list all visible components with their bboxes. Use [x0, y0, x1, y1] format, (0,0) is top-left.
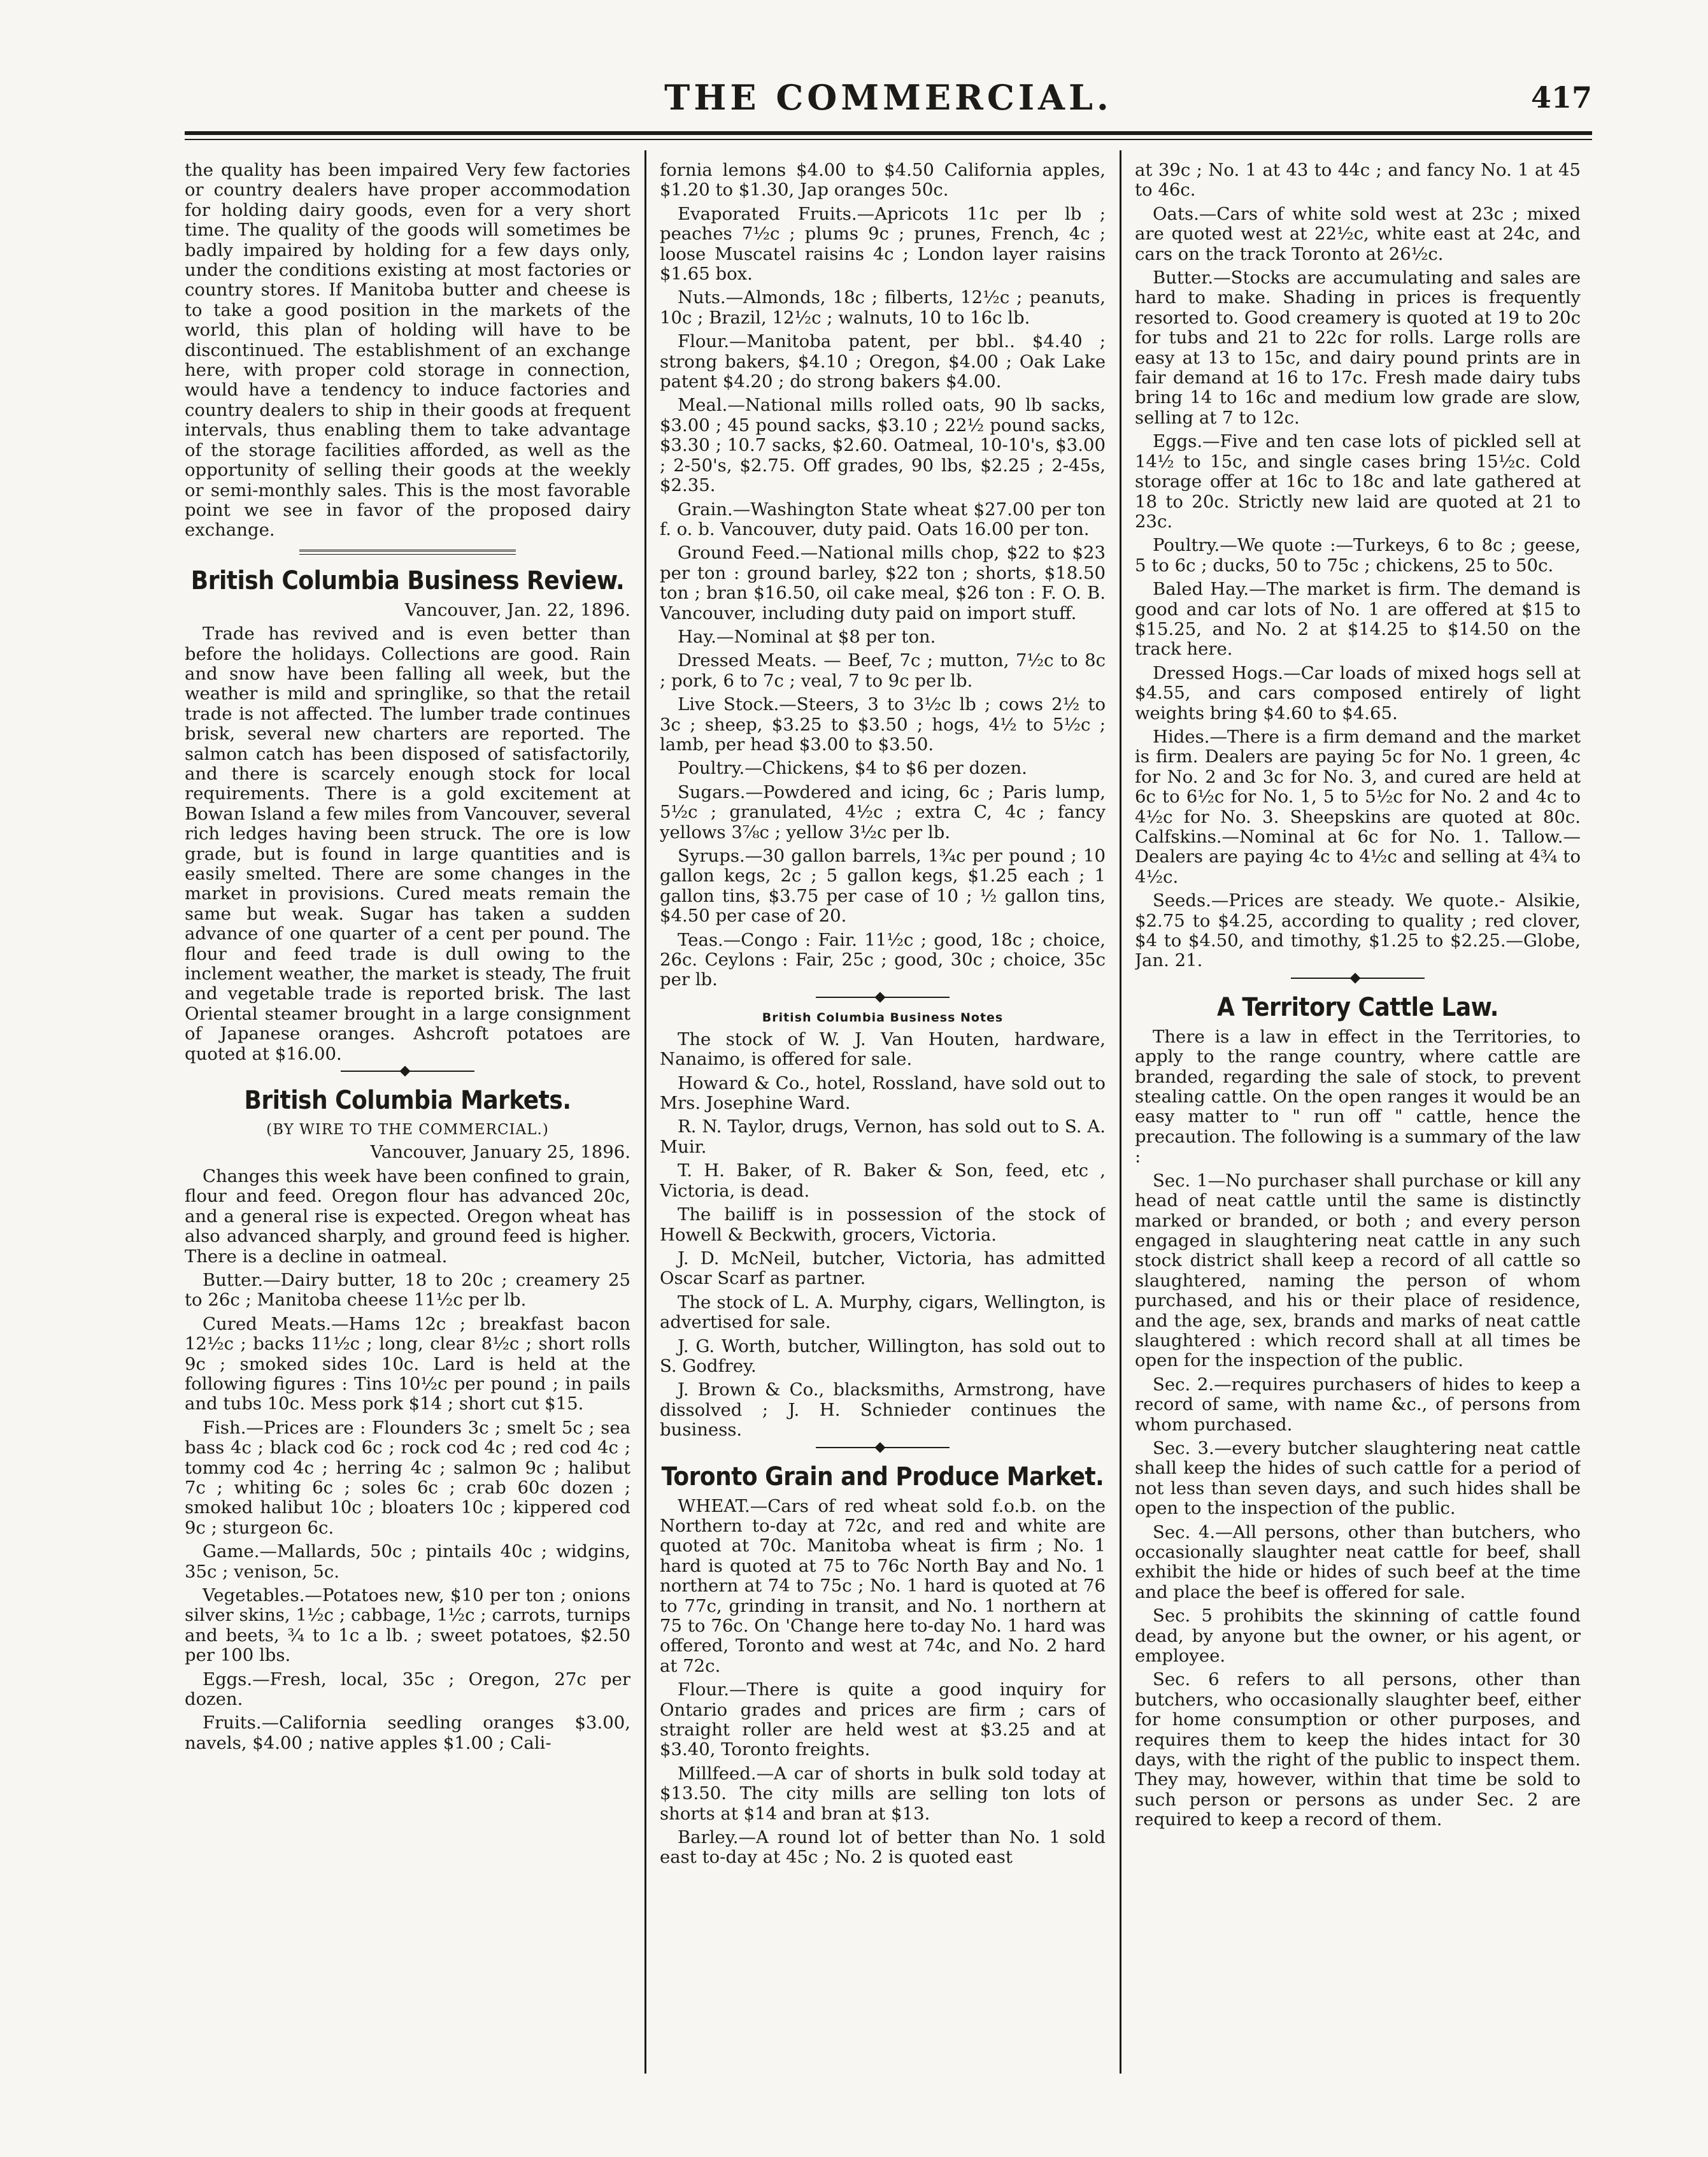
section-separator [816, 1447, 950, 1451]
cattle-law-paragraph: Sec. 5 prohibits the skinning of cattle found dead, by anyone but the owner, or his agent, or employee. [1135, 1605, 1581, 1667]
column-1 [185, 160, 630, 2071]
market-paragraph: Changes this week have been confined to grain, flour and feed. Oregon flour has advanced 20c, and a general rise is expected. Oregon wheat has also advanced sharply, and ground feed is higher. There is a decline in oatmeal. [185, 1165, 630, 1267]
toronto-paragraph: Seeds.—Prices are steady. We quote.- Alsikie, $2.75 to $4.25, according to quality ; red clover, $4 to $4.50, and timothy, $1.25 to $2.25.—Globe, Jan. 21. [1135, 890, 1581, 971]
section-separator [341, 1071, 474, 1074]
masthead [185, 75, 1592, 126]
dairy-exchange-paragraph: the quality has been impaired Very few factories or country dealers have proper accommodation for holding dairy goods, even for a very short time. The quality of the goods will sometimes be badly impaired by holding for a few days only, under the conditions existing at most factories or country stores. If Manitoba butter and cheese is to take a good position in the markets of the world, this plan of holding will have to be discontinued. The establishment of an exchange here, with proper cold storage in connection, would have a tendency to induce factories and country dealers to ship in their goods at frequent intervals, thus enabling them to take advantage of the storage facilities afforded, as well as the opportunity of selling their goods at the weekly or semi-monthly sales. This is the most favorable point we see in favor of the proposed dairy exchange. [185, 160, 630, 541]
market-paragraph: Flour.—Manitoba patent, per bbl.. $4.40 ; strong bakers, $4.10 ; Oregon, $4.00 ; Oak Lake patent $4.20 ; do strong bakers $4.00. [660, 331, 1106, 392]
business-note: T. H. Baker, of R. Baker & Son, feed, etc , Victoria, is dead. [660, 1160, 1106, 1201]
masthead-rule-thin [185, 139, 1592, 140]
column-divider-1 [644, 150, 646, 2074]
toronto-paragraph: Baled Hay.—The market is firm. The demand is good and car lots of No. 1 are offered at $15 to $15.25, and No. 2 at $14.25 to $14.50 on the track here. [1135, 579, 1581, 660]
bc-markets-dateline: Vancouver, January 25, 1896. [370, 1142, 630, 1163]
market-paragraph: Eggs.—Fresh, local, 35c ; Oregon, 27c per dozen. [185, 1669, 630, 1710]
market-paragraph: Live Stock.—Steers, 3 to 3½c lb ; cows 2½ to 3c ; sheep, $3.25 to $3.50 ; hogs, 4½ to 5½c ; lamb, per head $3.00 to $3.50. [660, 694, 1106, 755]
business-note: R. N. Taylor, drugs, Vernon, has sold out to S. A. Muir. [660, 1116, 1106, 1157]
market-paragraph: Teas.—Congo : Fair. 11½c ; good, 18c ; choice, 26c. Ceylons : Fair, 25c ; good, 30c ; choice, 35c per lb. [660, 929, 1106, 990]
toronto-paragraph: Barley.—A round lot of better than No. 1 sold east to-day at 45c ; No. 2 is quoted east [660, 1827, 1106, 1868]
toronto-paragraph: Flour.—There is quite a good inquiry for Ontario grades and prices are firm ; cars of straight roller are held west at $3.25 and at $3.40, Toronto freights. [660, 1679, 1106, 1760]
bc-business-review-heading: British Columbia Business Review. [190, 566, 625, 595]
toronto-paragraph: Eggs.—Five and ten case lots of pickled sell at 14½ to 15c, and single cases bring 15½c. Cold storage offer at 16c to 18c and late gathered at 18 to 20c. Strictly new laid are quoted at 21 to 23c. [1135, 431, 1581, 532]
toronto-paragraph: Poultry.—We quote :—Turkeys, 6 to 8c ; geese, 5 to 6c ; ducks, 50 to 75c ; chickens, 25 to 50c. [1135, 535, 1581, 576]
cattle-law-paragraph: Sec. 1—No purchaser shall purchase or kill any head of neat cattle until the same is distinctly marked or branded, or both ; and every person engaged in slaughtering neat cattle in any such stock district shall keep a record of all cattle so slaughtered, naming the person of whom purchased, and his or their place of residence, and the age, sex, brands and marks of neat cattle slaughtered : which record shall at all times be open for the inspection of the public. [1135, 1170, 1581, 1371]
toronto-paragraph: Oats.—Cars of white sold west at 23c ; mixed are quoted west at 22½c, white east at 24c, and cars on the track Toronto at 26½c. [1135, 203, 1581, 264]
market-paragraph: Game.—Mallards, 50c ; pintails 40c ; widgins, 35c ; venison, 5c. [185, 1541, 630, 1582]
cattle-law-paragraph: Sec. 4.—All persons, other than butchers, who occasionally slaughter neat cattle for beef, shall exhibit the hide or hides of such beef at the time and place the beef is offered for sale. [1135, 1521, 1581, 1602]
market-paragraph: Ground Feed.—National mills chop, $22 to $23 per ton : ground barley, $22 ton ; shorts, $18.50 ton ; bran $16.50, oil cake meal, $26 ton : F. O. B. Vancouver, including duty paid on import stuff. [660, 543, 1106, 623]
cattle-law-heading: A Territory Cattle Law. [1217, 992, 1498, 1022]
bc-review-body: Trade has revived and is even better than before the holidays. Collections are good. Rain and snow have been falling all week, but the weather is mild and springlike, so that the retail trade is not affected. The lumber trade continues brisk, several new charters are reported. The salmon catch has been disposed of satisfactorily, and there is scarcely enough stock for local requirements. There is a gold excitement at Bowan Island a few miles from Vancouver, several rich ledges having been struck. The ore is low grade, but is found in large quantities and is easily smelted. There are some changes in the market in provisions. Cured meats remain the same but weak. Sugar has taken a sudden advance of one quarter of a cent per pound. The flour and feed trade is dull owing to the inclement weather, the market is steady, The fruit and vegetable trade is reported brisk. The last Oriental steamer brought in a large consignment of Japanese oranges. Ashcroft potatoes are quoted at $16.00. [185, 623, 630, 1064]
market-paragraph: Nuts.—Almonds, 18c ; filberts, 12½c ; peanuts, 10c ; Brazil, 12½c ; walnuts, 10 to 16c lb. [660, 287, 1106, 328]
market-paragraph: Fish.—Prices are : Flounders 3c ; smelt 5c ; sea bass 4c ; black cod 6c ; rock cod 4c ; red cod 4c ; tommy cod 4c ; herring 4c ; salmon 9c ; halibut 7c ; whiting 6c ; soles 6c ; crab 60c dozen ; smoked halibut 10c ; bloaters 10c ; kippered cod 9c ; sturgeon 6c. [185, 1417, 630, 1538]
toronto-paragraph: Butter.—Stocks are accumulating and sales are hard to make. Shading in prices is frequently resorted to. Good creamery is quoted at 19 to 20c for tubs and 21 to 22c for rolls. Large rolls are easy at 13 to 15c, and dairy pound prints are in fair demand at 16 to 17c. Fresh made dairy tubs bring 14 to 16c and medium low grade are slow, selling at 7 to 12c. [1135, 267, 1581, 428]
column-2 [660, 160, 1106, 2071]
market-paragraph: Evaporated Fruits.—Apricots 11c per lb ; peaches 7½c ; plums 9c ; prunes, French, 4c ; loose Muscatel raisins 4c ; London layer raisins $1.65 box. [660, 203, 1106, 285]
business-note: J. Brown & Co., blacksmiths, Armstrong, have dissolved ; J. H. Schnieder continues the business. [660, 1379, 1106, 1441]
page-number: 417 [1530, 80, 1592, 115]
market-paragraph: fornia lemons $4.00 to $4.50 California apples, $1.20 to $1.30, Jap oranges 50c. [660, 160, 1106, 201]
market-paragraph: Vegetables.—Potatoes new, $10 per ton ; onions silver skins, 1½c ; cabbage, 1½c ; carrots, turnips and beets, ¾ to 1c a lb. ; sweet potatoes, $2.50 per 100 lbs. [185, 1585, 630, 1666]
business-note: J. G. Worth, butcher, Willington, has sold out to S. Godfrey. [660, 1335, 1106, 1376]
market-paragraph: Poultry.—Chickens, $4 to $6 per dozen. [678, 758, 1027, 779]
market-paragraph: Butter.—Dairy butter, 18 to 20c ; creamery 25 to 26c ; Manitoba cheese 11½c per lb. [185, 1269, 630, 1311]
market-paragraph: Fruits.—California seedling oranges $3.00, navels, $4.00 ; native apples $1.00 ; Cali- [185, 1712, 630, 1753]
business-note: J. D. McNeil, butcher, Victoria, has admitted Oscar Scarf as partner. [660, 1248, 1106, 1289]
market-paragraph: Cured Meats.—Hams 12c ; breakfast bacon 12½c ; backs 11½c ; long, clear 8½c ; short rolls 9c ; smoked sides 10c. Lard is held at the following figures : Tins 10½c per pound ; in pails and tubs 10c. Mess pork $14 ; short cut $15. [185, 1313, 630, 1414]
masthead-title: THE COMMERCIAL. [664, 77, 1113, 118]
toronto-market-heading: Toronto Grain and Produce Market. [661, 1462, 1104, 1491]
toronto-paragraph: at 39c ; No. 1 at 43 to 44c ; and fancy No. 1 at 45 to 46c. [1135, 160, 1581, 201]
market-paragraph: Sugars.—Powdered and icing, 6c ; Paris lump, 5½c ; granulated, 4½c ; extra C, 4c ; fancy yellows 3⅞c ; yellow 3½c per lb. [660, 781, 1106, 843]
business-note: The stock of L. A. Murphy, cigars, Wellington, is advertised for sale. [660, 1292, 1106, 1333]
market-paragraph: Meal.—National mills rolled oats, 90 lb sacks, $3.00 ; 45 pound sacks, $3.10 ; 22½ pound sacks, $3.30 ; 10.7 sacks, $2.60. Oatmeal, 10-10's, $3.00 ; 2-50's, $2.75. Off grades, 90 lbs, $2.25 ; 2-45s, $2.35. [660, 395, 1106, 496]
section-separator [1291, 978, 1425, 981]
market-paragraph: Hay.—Nominal at $8 per ton. [678, 626, 936, 647]
business-note: The stock of W. J. Van Houten, hardware, Nanaimo, is offered for sale. [660, 1029, 1106, 1070]
toronto-paragraph: Dressed Hogs.—Car loads of mixed hogs sell at $4.55, and cars composed entirely of light weights bring $4.60 to $4.65. [1135, 662, 1581, 723]
column-3 [1135, 160, 1581, 2071]
cattle-law-paragraph: There is a law in effect in the Territories, to apply to the range country, where cattle are branded, regarding the sale of stock, to prevent stealing cattle. On the open ranges it would be an easy matter to " run off " cattle, hence the precaution. The following is a summary of the law : [1135, 1026, 1581, 1167]
cattle-law-paragraph: Sec. 2.—requires purchasers of hides to keep a record of same, with name &c., of persons from whom purchased. [1135, 1374, 1581, 1435]
section-separator [299, 550, 516, 555]
market-paragraph: Dressed Meats. — Beef, 7c ; mutton, 7½c to 8c ; pork, 6 to 7c ; veal, 7 to 9c per lb. [660, 650, 1106, 691]
business-note: Howard & Co., hotel, Rossland, have sold out to Mrs. Josephine Ward. [660, 1072, 1106, 1114]
toronto-paragraph: Millfeed.—A car of shorts in bulk sold today at $13.50. The city mills are selling ton lots of shorts at $14 and bran at $13. [660, 1763, 1106, 1824]
cattle-law-paragraph: Sec. 6 refers to all persons, other than butchers, who occasionally slaughter beef, either for home consumption or other purposes, and requires them to keep the hides intact for 30 days, with the right of the public to inspect them. They may, however, within that time be sold to such person or persons as under Sec. 2 are required to keep a record of them. [1135, 1669, 1581, 1830]
bc-review-dateline: Vancouver, Jan. 22, 1896. [404, 599, 630, 620]
market-paragraph: Syrups.—30 gallon barrels, 1¾c per pound ; 10 gallon kegs, 2c ; 5 gallon kegs, $1.25 each ; 1 gallon tins, $3.75 per case of 10 ; ½ gallon tins, $4.50 per case of 20. [660, 846, 1106, 927]
cattle-law-paragraph: Sec. 3.—every butcher slaughtering neat cattle shall keep the hides of such cattle for a period of not less than seven days, and such hides shall be open to the inspection of the public. [1135, 1437, 1581, 1519]
bc-markets-heading: British Columbia Markets. [244, 1086, 571, 1116]
bc-business-notes-heading: British Columbia Business Notes [762, 1010, 1004, 1025]
market-paragraph: Grain.—Washington State wheat $27.00 per ton f. o. b. Vancouver, duty paid. Oats 16.00 per ton. [660, 499, 1106, 539]
masthead-rule-thick [185, 131, 1592, 135]
bc-markets-byline: (BY WIRE TO THE COMMERCIAL.) [266, 1121, 549, 1139]
business-note: The bailiff is in possession of the stock of Howell & Beckwith, grocers, Victoria. [660, 1204, 1106, 1245]
section-separator [816, 997, 950, 1000]
toronto-paragraph: Hides.—There is a firm demand and the market is firm. Dealers are paying 5c for No. 1 green, 4c for No. 2 and 3c for No. 3, and cured are held at 6c to 6½c for No. 1, 5 to 5½c for No. 2 and 4c to 4½c for No. 3. Sheepskins are quoted at 80c. Calfskins.—Nominal at 6c for No. 1. Tallow.—Dealers are paying 4c to 4½c and selling at 4¾ to 4½c. [1135, 726, 1581, 887]
toronto-paragraph: WHEAT.—Cars of red wheat sold f.o.b. on the Northern to-day at 72c, and red and white are quoted at 70c. Manitoba wheat is firm ; No. 1 hard is quoted at 75 to 76c North Bay and No. 1 northern at 74 to 75c ; No. 1 hard is quoted at 76 to 77c, grinding in transit, and No. 1 northern at 75 to 76c. On 'Change here to-day No. 1 hard was offered, Toronto and west at 74c, and No. 2 hard at 72c. [660, 1495, 1106, 1676]
column-divider-2 [1120, 150, 1121, 2074]
